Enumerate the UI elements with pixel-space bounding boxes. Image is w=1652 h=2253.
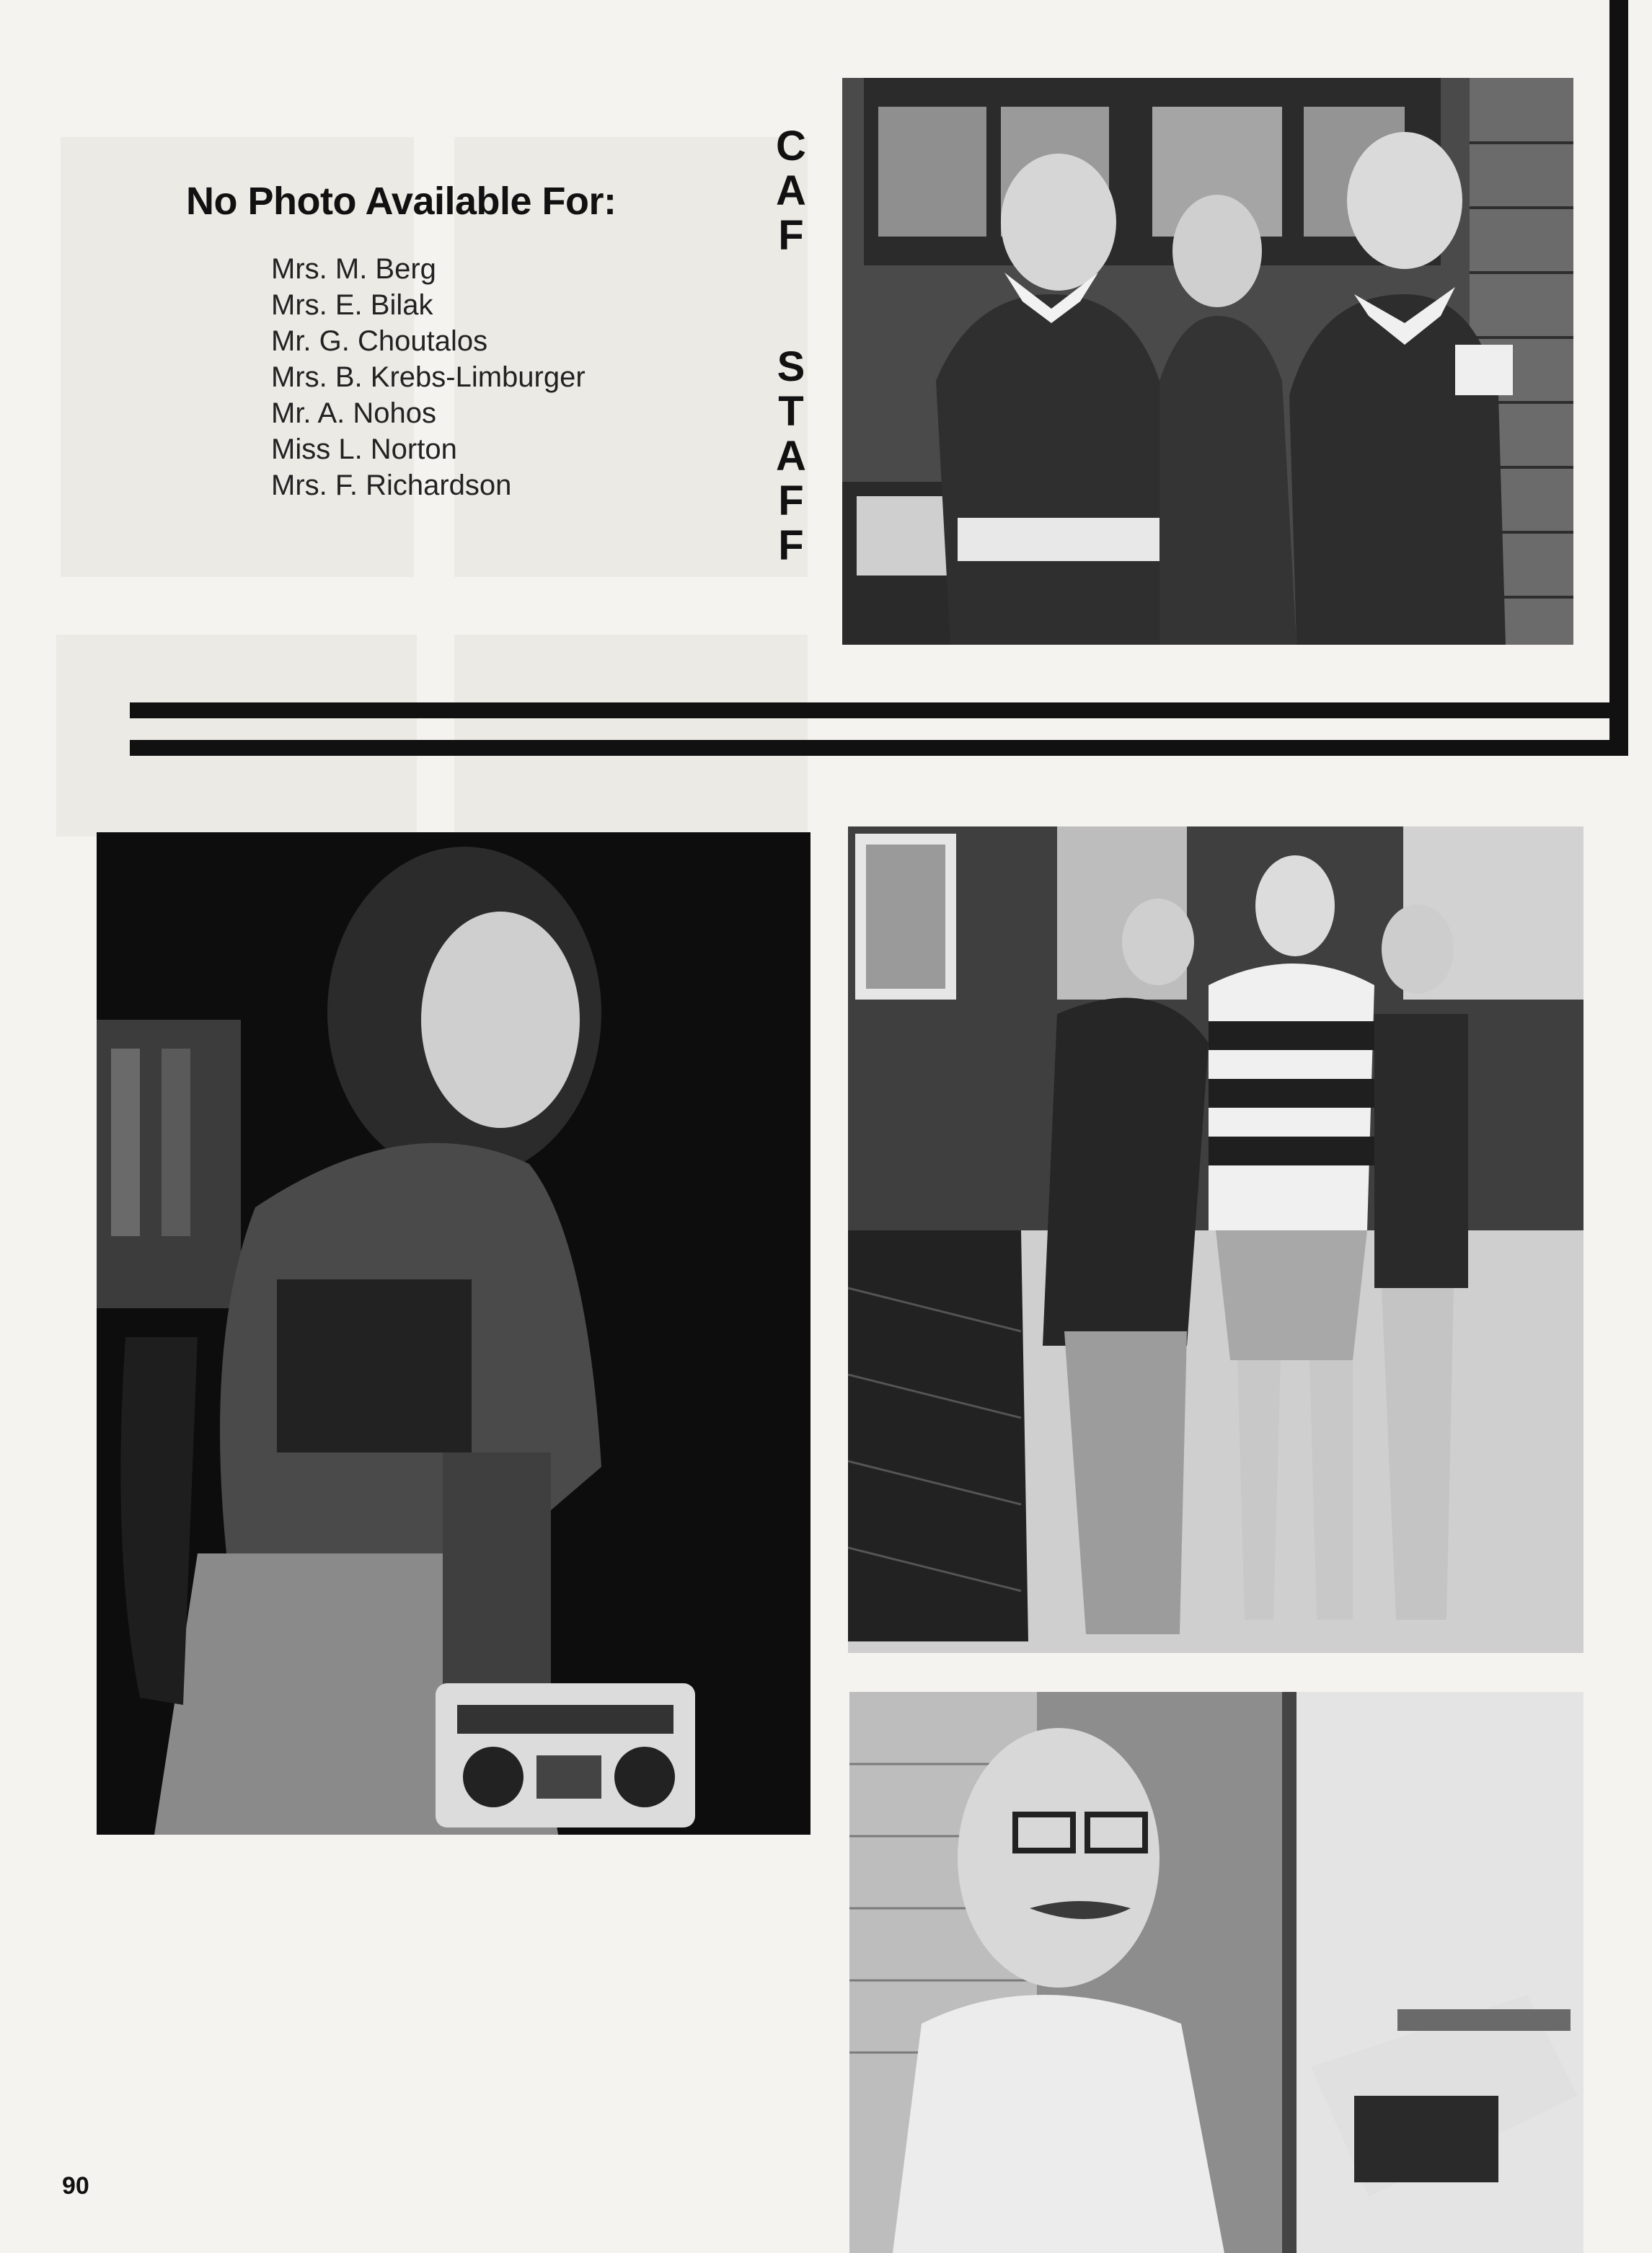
caf-staff-letter: F [778, 522, 804, 569]
list-item: Miss L. Norton [271, 433, 457, 465]
divider-rule-top [130, 702, 1628, 718]
outdoor-group-photo [848, 826, 1583, 1653]
caf-staff-letter: F [778, 212, 804, 259]
page-number: 90 [62, 2172, 89, 2200]
caf-staff-letter: A [776, 433, 806, 480]
no-photo-title: No Photo Available For: [186, 180, 617, 223]
list-item: Mrs. M. Berg [271, 253, 436, 285]
caf-staff-letter: F [778, 477, 804, 524]
show-through-block [454, 635, 808, 837]
divider-rule-vertical [1609, 0, 1628, 756]
list-item: Mrs. B. Krebs-Limburger [271, 361, 586, 393]
man-typewriter-photo [849, 1692, 1583, 2253]
woman-with-radio-photo [97, 832, 810, 1835]
list-item: Mrs. E. Bilak [271, 289, 433, 321]
caf-staff-letter: C [776, 123, 806, 169]
divider-rule-bottom [130, 740, 1628, 756]
list-item: Mrs. F. Richardson [271, 469, 512, 501]
caf-staff-letter: A [776, 167, 806, 214]
cafeteria-staff-photo [842, 78, 1573, 645]
show-through-block [56, 635, 417, 837]
caf-staff-letter: S [777, 343, 805, 390]
list-item: Mr. A. Nohos [271, 397, 436, 429]
caf-staff-letter: T [778, 388, 804, 435]
no-photo-names-list [271, 251, 586, 503]
list-item: Mr. G. Choutalos [271, 325, 488, 357]
